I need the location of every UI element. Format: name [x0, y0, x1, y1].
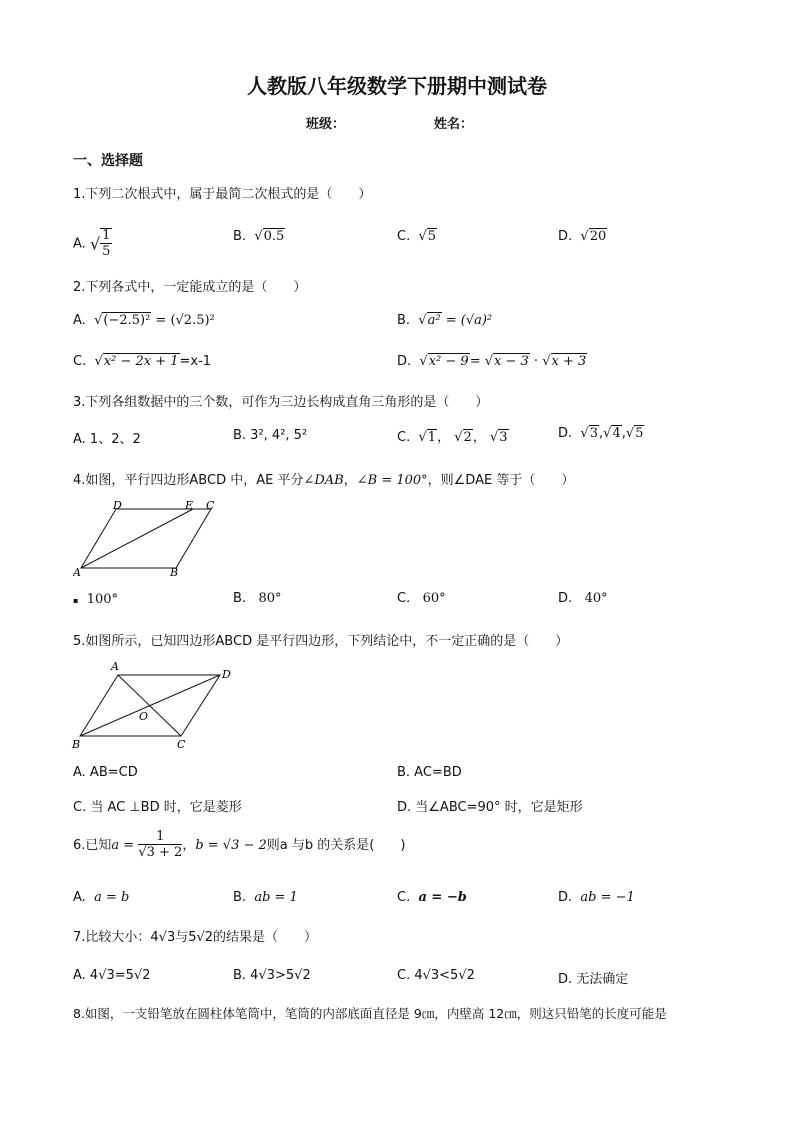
q3-option-d: D. √3,√4,√5: [558, 426, 644, 441]
q3-option-b: B. 3², 4², 5²: [233, 428, 308, 443]
q5-label-a: A: [111, 660, 119, 673]
q4-option-a: ▪ 100°: [73, 592, 119, 607]
q1-option-b: B. √0.5: [233, 229, 285, 244]
q5-label-b: B: [72, 738, 81, 750]
q5-label-o: O: [139, 710, 149, 723]
page-title: 人教版八年级数学下册期中测试卷: [247, 74, 547, 98]
class-label: 班级：: [306, 117, 346, 132]
q4-label-b: B: [170, 566, 179, 579]
q4-option-d: D. 40°: [558, 591, 608, 606]
q5-option-d: D. 当∠ABC=90° 时，它是矩形: [397, 800, 583, 815]
q4-option-b: B. 80°: [233, 591, 282, 606]
q5-stem: 5.如图所示，已知四边形ABCD 是平行四边形，下列结论中，不一定正确的是（ ）: [73, 634, 569, 649]
q5-label-c: C: [177, 738, 186, 750]
q1-option-d: D. √20: [558, 229, 607, 244]
q4-label-d: D: [113, 500, 122, 512]
q2-stem: 2.下列各式中，一定能成立的是（ ）: [73, 280, 307, 295]
q2-option-c: C. √x² − 2x + 1=x-1: [73, 354, 212, 369]
q4-label-a: A: [73, 566, 81, 579]
q7-option-d: D. 无法确定: [558, 972, 629, 987]
q5-option-a: A. AB=CD: [73, 765, 138, 780]
q3-stem: 3.下列各组数据中的三个数，可作为三边长构成直角三角形的是（ ）: [73, 395, 489, 410]
q5-parallelogram-figure: [68, 658, 238, 750]
q1-stem: 1.下列二次根式中，属于最简二次根式的是（ ）: [73, 187, 372, 202]
q5-label-d: D: [222, 668, 231, 681]
q7-option-a: A. 4√3=5√2: [73, 968, 151, 983]
q4-segment-ae: [81, 509, 193, 568]
q4-stem: 4.如图，平行四边形ABCD 中，AE 平分∠DAB，∠B = 100°，则∠DAE 等于（ ）: [73, 473, 575, 488]
section-title: 一、选择题: [73, 153, 143, 169]
q1-option-a: A. √ $\frac{1}{5}$: [73, 228, 111, 259]
q5-option-c: C. 当 AC ⊥BD 时，它是菱形: [73, 800, 242, 815]
q4-label-e: E: [185, 500, 194, 512]
q6-option-d: D. ab = −1: [558, 890, 635, 905]
q6-option-b: B. ab = 1: [233, 890, 298, 905]
q7-option-b: B. 4√3>5√2: [233, 968, 311, 983]
q6-option-a: A. a = b: [73, 890, 130, 905]
q5-diagonal-bd: [80, 675, 220, 736]
q2-option-a: A. √(−2.5)² = (√2.5)²: [73, 313, 215, 328]
name-label: 姓名：: [434, 117, 474, 132]
q3-option-c: C. √1， √2， √3: [397, 430, 508, 445]
q8-stem: 8.如图，一支铅笔放在圆柱体笔筒中，笔筒的内部底面直径是 9㎝，内壁高 12㎝，则这只铅笔的长度可能是: [73, 1006, 667, 1021]
q4-label-c: C: [206, 500, 215, 512]
q5-option-b: B. AC=BD: [397, 765, 462, 780]
q6-stem: 6.已知a = $\frac{1}{√3 + 2}$ ，b = √3 − 2则a 与b 的关系是( ): [73, 829, 406, 860]
q1-option-c: C. √5: [397, 229, 437, 244]
q3-option-a: A. 1、2、2: [73, 432, 141, 447]
q4-option-c: C. 60°: [397, 591, 446, 606]
q7-option-c: C. 4√3<5√2: [397, 968, 475, 983]
q4-parallelogram-figure: [73, 500, 223, 580]
q7-stem: 7.比较大小：4√3与5√2的结果是（ ）: [73, 930, 318, 945]
q2-option-b: B. √a² = (√a)²: [397, 313, 493, 328]
q4-parallelogram: [81, 509, 211, 568]
q2-option-d: D. √x² − 9= √x − 3 · √x + 3: [397, 354, 587, 369]
q6-option-c: C. a = −b: [397, 890, 467, 905]
